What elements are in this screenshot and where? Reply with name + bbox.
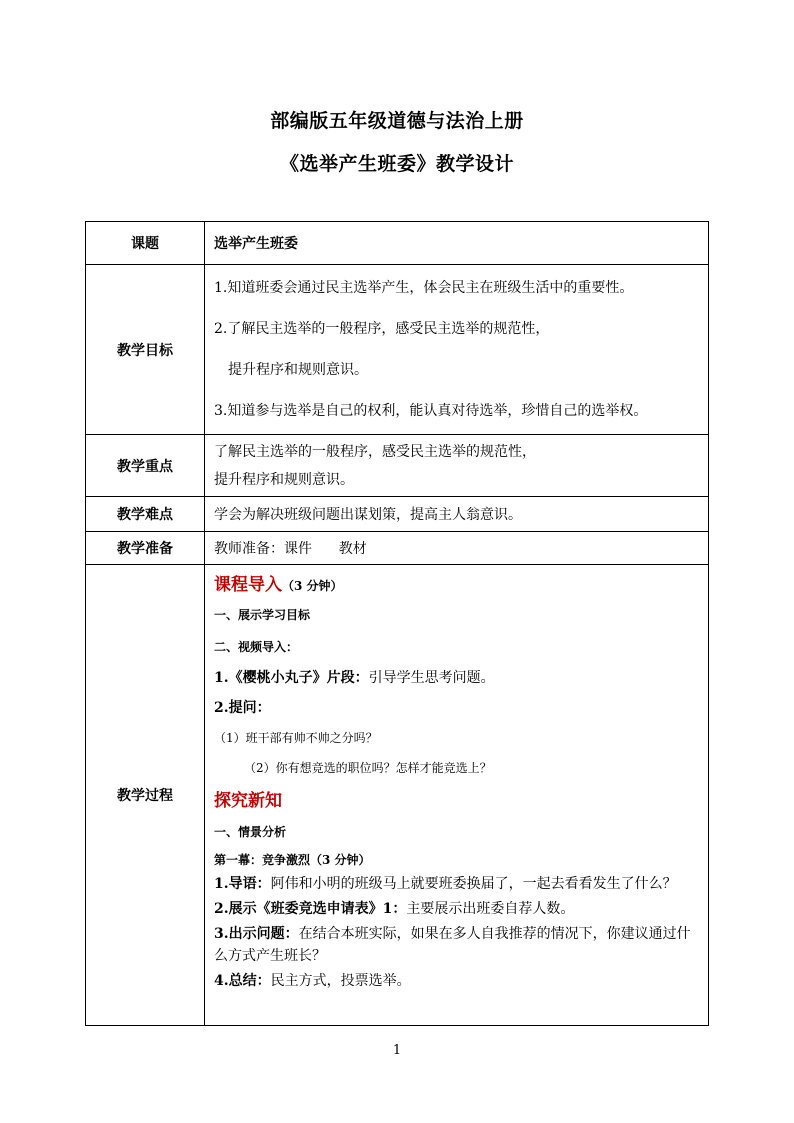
row-difficulty [86,497,709,532]
goal-item: 3.知道参与选举是自己的权利，能认真对待选举，珍惜自己的选举权。 [214,402,648,419]
key-point-line: 提升程序和规则意识。 [214,471,354,488]
goal-item: 提升程序和规则意识。 [228,361,368,378]
question-heading: 2.提问： [214,700,271,716]
row-preparation [86,532,709,565]
topic-label: 课题 [86,222,205,265]
video-item: 1.《樱桃小丸子》片段：引导学生思考问题。 [214,670,495,686]
question-1: （1）班干部有帅不帅之分吗？ [214,731,378,745]
key-points-content [205,435,709,497]
scene-line: 第一幕：竞争激烈（3 分钟） [214,853,371,867]
intro-step-1: 一、展示学习目标 [214,608,311,622]
difficulty-value: 学会为解决班级问题出谋划策，提高主人翁意识。 [205,497,709,532]
page-number: 1 [392,1043,402,1058]
document-title: 部编版五年级道德与法治上册 [270,110,524,132]
preparation-label: 教学准备 [86,532,205,565]
summary-line: 4.总结：民主方式，投票选举。 [214,973,411,989]
row-key-points [86,435,709,497]
lesson-plan-table [85,221,709,1026]
question-2: （2）你有想竞选的职位吗？怎样才能竞选上？ [244,761,492,775]
problem-line-2: 么方式产生班长？ [214,948,326,964]
goal-item: 1.知道班委会通过民主选举产生，体会民主在班级生活中的重要性。 [214,279,634,296]
process-content [205,565,709,1026]
process-label: 教学过程 [86,565,205,1026]
row-goals [86,265,709,435]
intro-heading: 课程导入（3 分钟） [214,575,343,595]
key-point-line: 了解民主选举的一般程序，感受民主选举的规范性， [214,443,536,460]
difficulty-label: 教学难点 [86,497,205,532]
problem-line: 3.出示问题：在结合本班实际，如果在多人自我推荐的情况下，你建议通过什 [214,926,691,942]
explore-heading: 探究新知 [214,791,282,811]
goals-label: 教学目标 [86,265,205,435]
document-subtitle: 《选举产生班委》教学设计 [279,153,514,175]
topic-value: 选举产生班委 [205,222,709,265]
goals-content [205,265,709,435]
guide-line: 1.导语：阿伟和小明的班级马上就要班委换届了，一起去看看发生了什么？ [214,876,677,892]
preparation-value: 教师准备：课件 教材 [205,532,709,565]
key-points-label: 教学重点 [86,435,205,497]
row-process [86,565,709,1026]
goal-item: 2.了解民主选举的一般程序，感受民主选举的规范性， [214,320,550,337]
explore-step-1: 一、情景分析 [214,825,287,839]
row-topic [86,222,709,265]
show-line: 2.展示《班委竞选申请表》1：主要展示出班委自荐人数。 [214,901,575,917]
intro-step-2: 二、视频导入： [214,640,299,654]
